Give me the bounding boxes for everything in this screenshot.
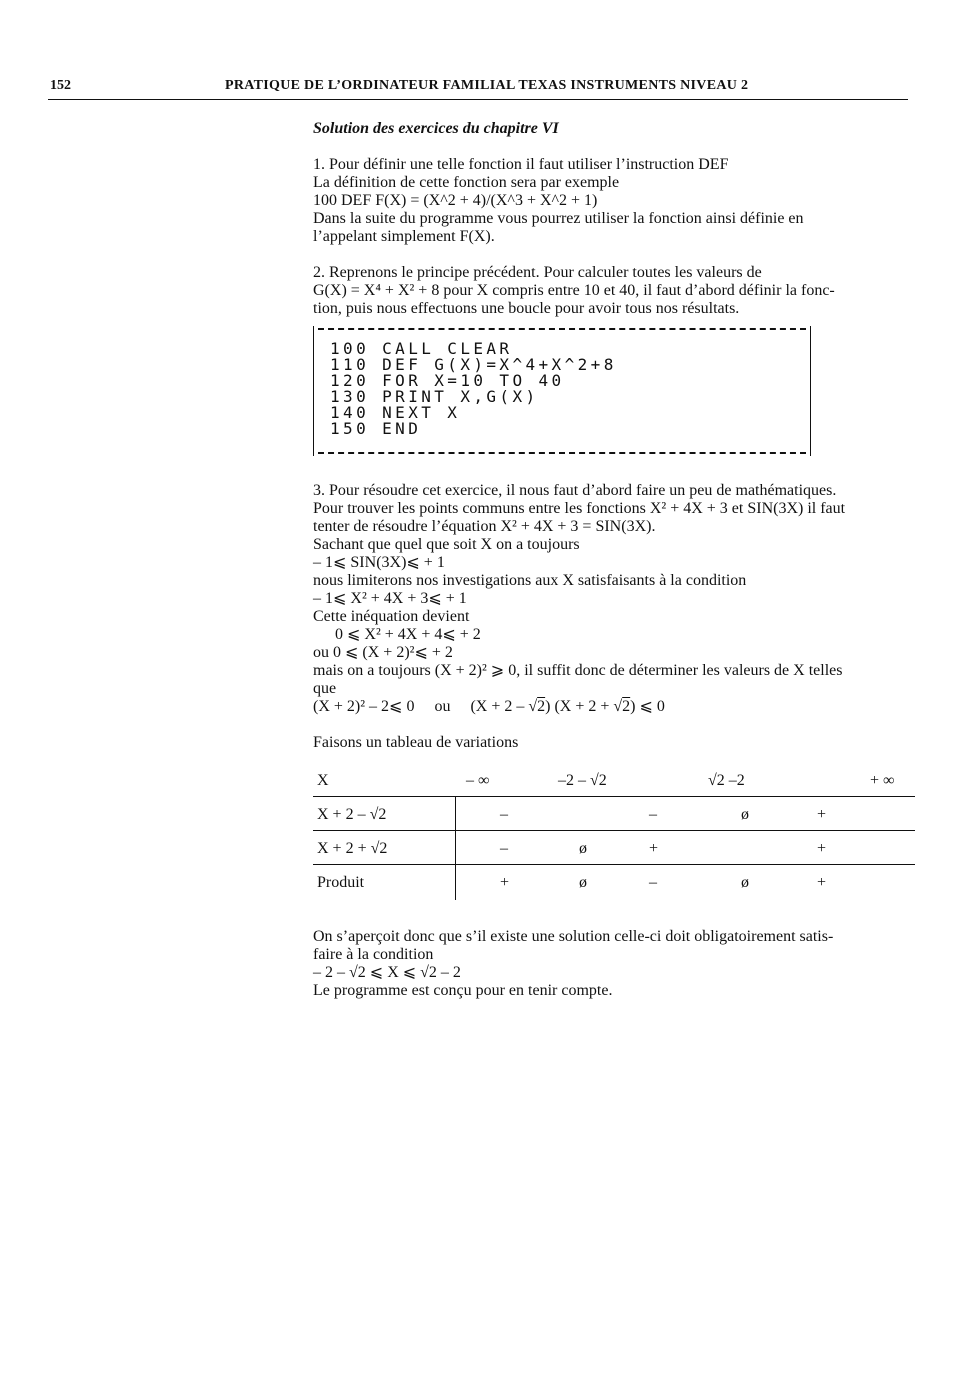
exercise-3-line: mais on a toujours (X + 2)² ⩾ 0, il suffit donc de déterminer les valeurs de X telles: [313, 662, 843, 679]
table-rule: [313, 796, 915, 797]
exercise-3-line: – 1⩽ SIN(3X)⩽ + 1: [313, 554, 445, 571]
exercise-3-line: tenter de résoudre l’équation X² + 4X + 3 = SIN(3X).: [313, 518, 656, 535]
conclusion-line: – 2 – √2 ⩽ X ⩽ √2 – 2: [313, 964, 461, 981]
exercise-1-line: l’appelant simplement F(X).: [313, 228, 495, 245]
inequality-right-a: (X + 2 –: [470, 698, 529, 715]
code-line: 150 END: [330, 419, 422, 438]
variation-table: [313, 766, 915, 906]
exercise-1-line: Dans la suite du programme vous pourrez utiliser la fonction ainsi définie en: [313, 210, 804, 227]
table-sign: ø: [579, 840, 587, 857]
exercise-3-line: 3. Pour résoudre cet exercice, il nous faut d’abord faire un peu de mathématiques.: [313, 482, 837, 499]
exercise-1-line: 100 DEF F(X) = (X^2 + 4)/(X^3 + X^2 + 1): [313, 192, 598, 209]
running-title: PRATIQUE DE L’ORDINATEUR FAMILIAL TEXAS INSTRUMENTS NIVEAU 2: [225, 78, 749, 93]
header-rule: [48, 99, 908, 100]
exercise-3-line: ou 0 ⩽ (X + 2)²⩽ + 2: [313, 644, 453, 661]
sqrt-radicand: 2: [537, 698, 546, 715]
conclusion-line: Le programme est conçu pour en tenir compte.: [313, 982, 613, 999]
conclusion-line: faire à la condition: [313, 946, 434, 963]
exercise-3: [313, 482, 915, 716]
table-sign: –: [649, 874, 657, 891]
code-line: 110 DEF G(X)=X^4+X^2+8: [330, 355, 617, 374]
table-header-value: √2 –2: [708, 772, 745, 789]
table-sign: –: [500, 806, 508, 823]
exercise-3-line: Sachant que quel que soit X on a toujours: [313, 536, 580, 553]
inequality-right-c: ) ⩽ 0: [630, 698, 665, 715]
exercise-3-line: Pour trouver les points communs entre les fonctions X² + 4X + 3 et SIN(3X) il faut: [313, 500, 846, 517]
code-box-top-dashes: [318, 328, 806, 330]
section-title: Solution des exercices du chapitre VI: [313, 120, 559, 137]
page-content: [313, 120, 915, 1000]
table-row-label: X + 2 + √2: [317, 840, 388, 857]
inequality-left: (X + 2)² – 2⩽ 0: [313, 698, 415, 715]
table-sign: ø: [741, 806, 749, 823]
exercise-3-line: que: [313, 680, 337, 697]
sqrt-symbol: [528, 698, 545, 715]
exercise-3-line: 0 ⩽ X² + 4X + 4⩽ + 2: [335, 626, 481, 643]
table-sign: +: [817, 874, 827, 891]
table-vertical-rule: [455, 796, 456, 900]
table-header-value: –2 – √2: [558, 772, 607, 789]
table-row: [313, 868, 915, 900]
sqrt-radicand: 2: [622, 698, 631, 715]
exercise-3-line: Cette inéquation devient: [313, 608, 470, 625]
exercise-1: [313, 156, 915, 246]
table-sign: –: [500, 840, 508, 857]
code-listing: [330, 341, 617, 437]
table-row: [313, 800, 915, 832]
code-listing-box: [313, 326, 811, 456]
conclusion: [313, 928, 915, 1000]
table-sign: ø: [741, 874, 749, 891]
table-header-value: – ∞: [466, 772, 490, 789]
sqrt-sign: √: [528, 698, 538, 715]
exercise-1-line: La définition de cette fonction sera par exemple: [313, 174, 620, 191]
exercise-2-line: tion, puis nous effectuons une boucle pour avoir tous nos résultats.: [313, 300, 740, 317]
table-sign: +: [817, 806, 827, 823]
exercise-2: [313, 264, 915, 318]
sqrt-sign: √: [613, 698, 623, 715]
table-sign: –: [649, 806, 657, 823]
table-row: [313, 834, 915, 866]
table-sign: +: [649, 840, 659, 857]
inequality-right-b: ) (X + 2 +: [545, 698, 614, 715]
code-box-bottom-dashes: [318, 452, 806, 454]
table-header-row: [313, 766, 915, 798]
table-intro: Faisons un tableau de variations: [313, 734, 519, 751]
conclusion-line: On s’aperçoit donc que s’il existe une solution celle-ci doit obligatoirement satis-: [313, 928, 834, 945]
table-header-label: X: [317, 772, 329, 789]
code-line: 120 FOR X=10 TO 40: [330, 371, 565, 390]
exercise-3-line: – 1⩽ X² + 4X + 3⩽ + 1: [313, 590, 467, 607]
exercise-2-line: G(X) = X⁴ + X² + 8 pour X compris entre 10 et 40, il faut d’abord définir la fonc-: [313, 282, 835, 299]
table-row-label: Produit: [317, 874, 365, 891]
table-rule: [313, 864, 915, 865]
exercise-2-line: 2. Reprenons le principe précédent. Pour calculer toutes les valeurs de: [313, 264, 762, 281]
table-rule: [313, 830, 915, 831]
page-number: 152: [50, 78, 71, 93]
table-header-value: + ∞: [870, 772, 895, 789]
table-sign: +: [500, 874, 510, 891]
sqrt-symbol: [613, 698, 630, 715]
code-line: 140 NEXT X: [330, 403, 461, 422]
code-line: 130 PRINT X,G(X): [330, 387, 539, 406]
exercise-3-line: nous limiterons nos investigations aux X satisfaisants à la condition: [313, 572, 747, 589]
table-sign: +: [817, 840, 827, 857]
inequality-or: ou: [434, 698, 451, 715]
table-row-label: X + 2 – √2: [317, 806, 387, 823]
exercise-1-line: 1. Pour définir une telle fonction il faut utiliser l’instruction DEF: [313, 156, 729, 173]
code-line: 100 CALL CLEAR: [330, 339, 513, 358]
table-sign: ø: [579, 874, 587, 891]
inequality-line: [313, 698, 915, 716]
